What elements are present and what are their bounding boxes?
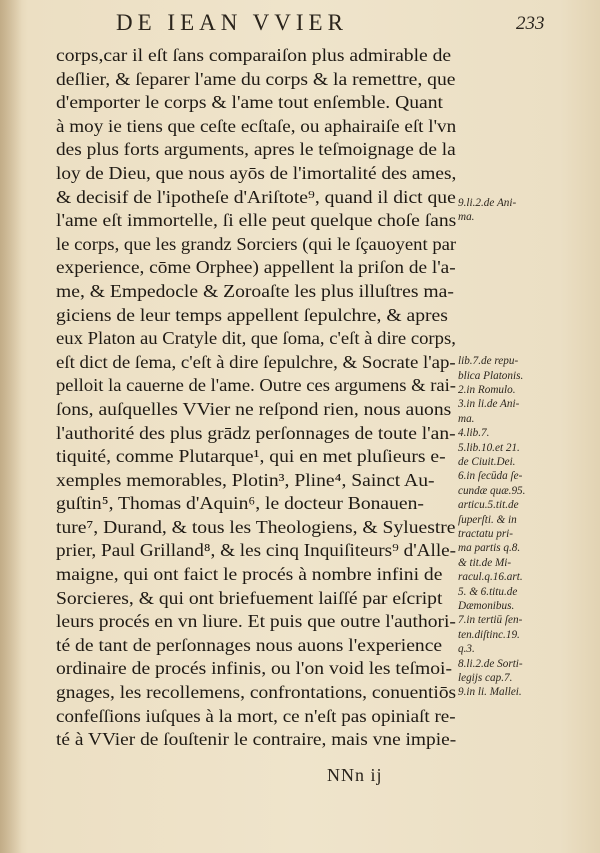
text-line: experience, cōme Orphee) appellent la priſon de l'a- xyxy=(56,257,456,278)
signature-mark: NNn ij xyxy=(327,765,383,785)
text-line: té à VVier de ſouſtenir le contraire, mais vne impie- xyxy=(56,729,457,750)
text-line: d'emporter le corps & l'ame tout enſemble. Quant xyxy=(56,92,443,113)
margin-note: ma partis q.8. xyxy=(458,542,521,555)
margin-note: 3.in li.de Ani- xyxy=(458,398,520,411)
margin-note: cundæ quæ.95. xyxy=(458,484,526,497)
margin-note xyxy=(458,311,594,325)
page-header xyxy=(0,10,600,40)
margin-note: 7.in tertiū ſen- xyxy=(458,614,523,627)
text-line: guſtin⁵, Thomas d'Aquin⁶, le docteur Bonauen- xyxy=(56,493,424,514)
text-line: maigne, qui ont faict le procés à nombre infini de xyxy=(56,564,443,585)
margin-note xyxy=(458,326,594,340)
margin-note: 5.lib.10.et 21. xyxy=(458,441,520,454)
margin-note xyxy=(458,282,594,296)
text-line: l'ame eſt immortelle, ſi elle peut quelque choſe ſans xyxy=(56,210,457,231)
margin-note: blica Platonis. xyxy=(458,369,524,382)
margin-note xyxy=(458,254,594,268)
margin-note: 5. & 6.titu.de xyxy=(458,585,518,598)
text-line: tiquité, comme Plutarque¹, qui en met pluſieurs e- xyxy=(56,446,446,467)
text-line: xemples memorables, Plotin³, Pline⁴, Sainct Au- xyxy=(56,469,435,490)
text-line: té de tant de perſonnages nous auons l'experience xyxy=(56,634,443,655)
margin-note: 6.in ſecūda ſe- xyxy=(458,470,523,483)
text-line: à moy ie tiens que ceſte ecſtaſe, ou aphairaiſe eſt l'vn xyxy=(56,115,457,136)
margin-note xyxy=(458,239,594,253)
text-line: le corps, que les grandz Sorciers (qui le ſçauoyent par xyxy=(56,233,457,254)
text-line: Sorcieres, & qui ont briefuement laiſſé par eſcript xyxy=(56,587,443,608)
text-line: corps,car il eſt ſans comparaiſon plus admirable de xyxy=(56,45,452,65)
text-line: l'authorité des plus grādz perſonnages de toute l'an- xyxy=(56,422,456,443)
margin-note: racul.q.16.art. xyxy=(458,571,523,584)
margin-note: & tit.de Mi- xyxy=(458,556,512,569)
page-number: 233 xyxy=(516,13,545,34)
running-head: DE IEAN VVIER xyxy=(116,10,348,35)
text-line: des plus forts arguments, apres le teſmoignage de la xyxy=(56,139,456,160)
margin-notes xyxy=(458,196,594,700)
text-line: leurs procés en vn liure. Et puis que outre l'authori- xyxy=(56,611,456,632)
text-line: gnages, les recollemens, confrontations, conuentiōs xyxy=(56,682,457,703)
margin-note: legijs cap.7. xyxy=(458,671,513,684)
margin-note: q.3. xyxy=(458,643,475,656)
text-line: loy de Dieu, que nous ayōs de l'imortalité des ames, xyxy=(56,162,457,183)
text-line: ture⁷, Durand, & tous les Theologiens, & Syluestre xyxy=(56,516,456,537)
margin-note: ſuperſti. & in xyxy=(458,513,517,526)
text-line: & decisif de l'ipotheſe d'Ariſtote⁹, quand il dict que xyxy=(56,186,456,207)
margin-note: ten.diſtinc.19. xyxy=(458,628,520,641)
margin-note: lib.7.de repu- xyxy=(458,355,519,368)
margin-note: ma. xyxy=(458,412,475,425)
margin-note: Dæmonibus. xyxy=(458,599,515,612)
margin-note: de Ciuit.Dei. xyxy=(458,456,516,469)
margin-note: 9.in li. Mallei. xyxy=(458,686,522,699)
margin-note xyxy=(458,225,594,239)
text-line: confeſſions iuſques à la mort, ce n'eſt pas opiniaſt re- xyxy=(56,705,456,726)
margin-note: 4.lib.7. xyxy=(458,427,490,440)
body-text xyxy=(56,44,456,752)
text-line: eux Platon au Cratyle dit, que ſoma, c'eſt à dire corps, xyxy=(56,328,456,349)
margin-note: ma. xyxy=(458,211,475,224)
gutter-shadow xyxy=(0,0,22,853)
text-line: giciens de leur temps appellent ſepulchre, & apres xyxy=(56,304,448,325)
text-line: deſlier, & ſeparer l'ame du corps & la remettre, que xyxy=(56,68,456,89)
margin-note: 8.li.2.de Sorti- xyxy=(458,657,523,670)
margin-note: articu.5.tit.de xyxy=(458,499,519,512)
text-line: eſt dict de ſema, c'eſt à dire ſepulchre, & Socrate l'ap- xyxy=(56,351,456,372)
margin-note xyxy=(458,268,594,282)
text-line: ordinaire de procés infinis, ou l'on void les teſmoi- xyxy=(56,658,453,679)
text-line: ſons, auſquelles VVier ne reſpond rien, nous auons xyxy=(56,398,452,419)
margin-note: 9.li.2.de Ani- xyxy=(458,197,517,209)
text-line: pelloit la cauerne de l'ame. Outre ces argumens & rai- xyxy=(56,375,456,396)
text-line: me, & Empedocle & Zoroaſte les plus illuſtres ma- xyxy=(56,280,454,301)
margin-note: tractatu pri- xyxy=(458,527,514,540)
margin-note xyxy=(458,297,594,311)
text-line: prier, Paul Grilland⁸, & les cinq Inquiſiteurs⁹ d'Alle- xyxy=(56,540,457,561)
margin-note xyxy=(458,340,594,354)
margin-note: 2.in Romulo. xyxy=(458,384,516,397)
